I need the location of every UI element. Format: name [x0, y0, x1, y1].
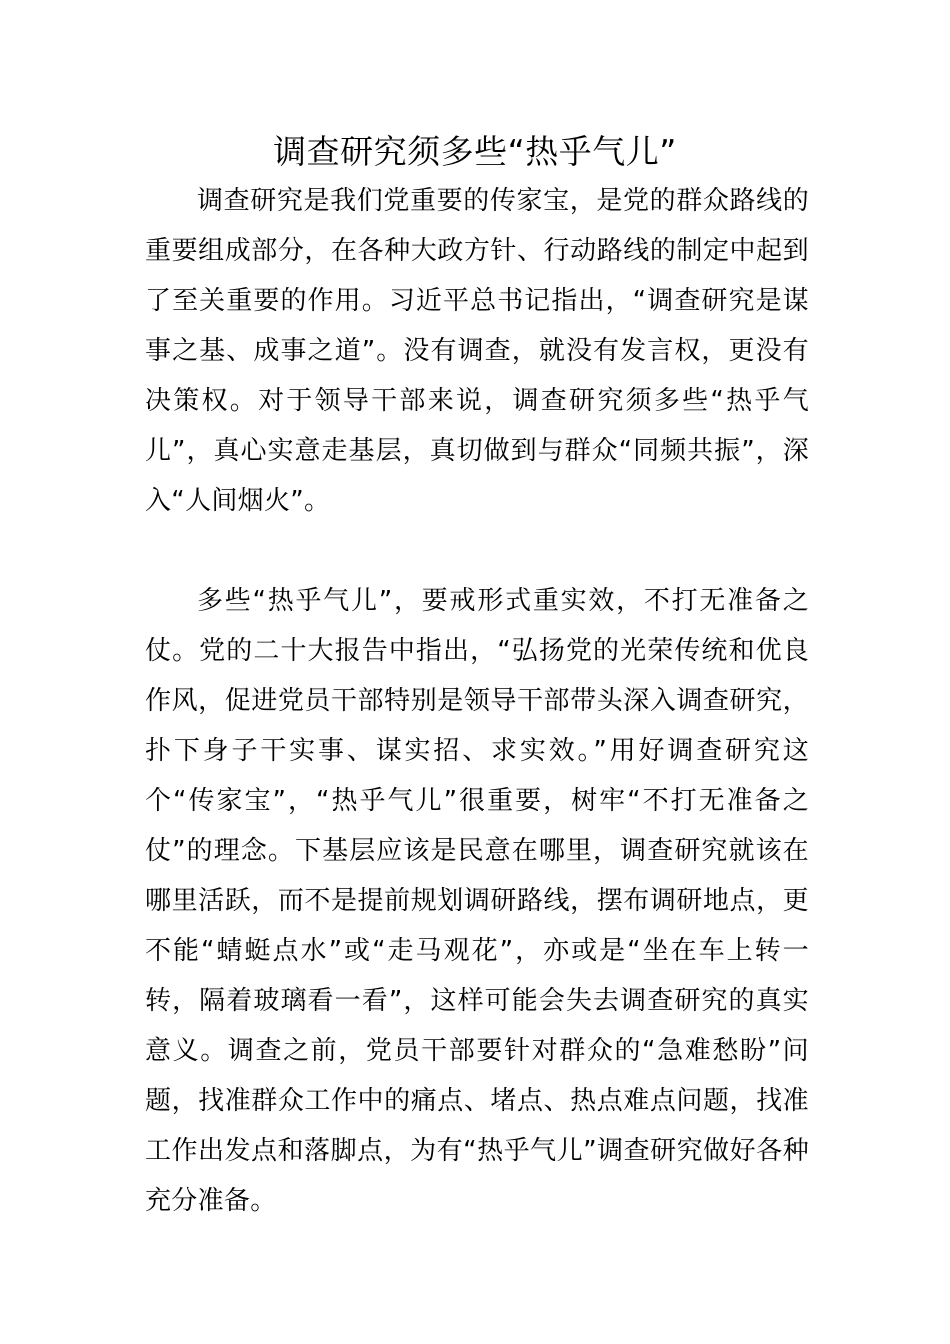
document-title: 调查研究须多些“热乎气儿”	[273, 132, 677, 171]
paragraph-intro: 调查研究是我们党重要的传家宝，是党的群众路线的重要组成部分，在各种大政方针、行动路线的制定中起到了至关重要的作用。习近平总书记指出，“调查研究是谋事之基、成事之道”。没有调查，就没有发言权，更没有决策权。对于领导干部来说，调查研究须多些“热乎气儿”，真心实意走基层，真切做到与群众“同频共振”，深入“人间烟火”。	[145, 186, 809, 516]
paragraph-body: 多些“热乎气儿”，要戒形式重实效，不打无准备之仗。党的二十大报告中指出，“弘扬党的光荣传统和优良作风，促进党员干部特别是领导干部带头深入调查研究，扑下身子干实事、谋实招、求实效。”用好调查研究这个“传家宝”，“热乎气儿”很重要，树牢“不打无准备之仗”的理念。下基层应该是民意在哪里，调查研究就该在哪里活跃，而不是提前规划调研路线，摆布调研地点，更不能“蜻蜓点水”或“走马观花”，亦或是“坐在车上转一转，隔着玻璃看一看”，这样可能会失去调查研究的真实意义。调查之前，党员干部要针对群众的“急难愁盼”问题，找准群众工作中的痛点、堵点、热点难点问题，找准工作出发点和落脚点，为有“热乎气儿”调查研究做好各种充分准备。	[145, 586, 809, 1216]
